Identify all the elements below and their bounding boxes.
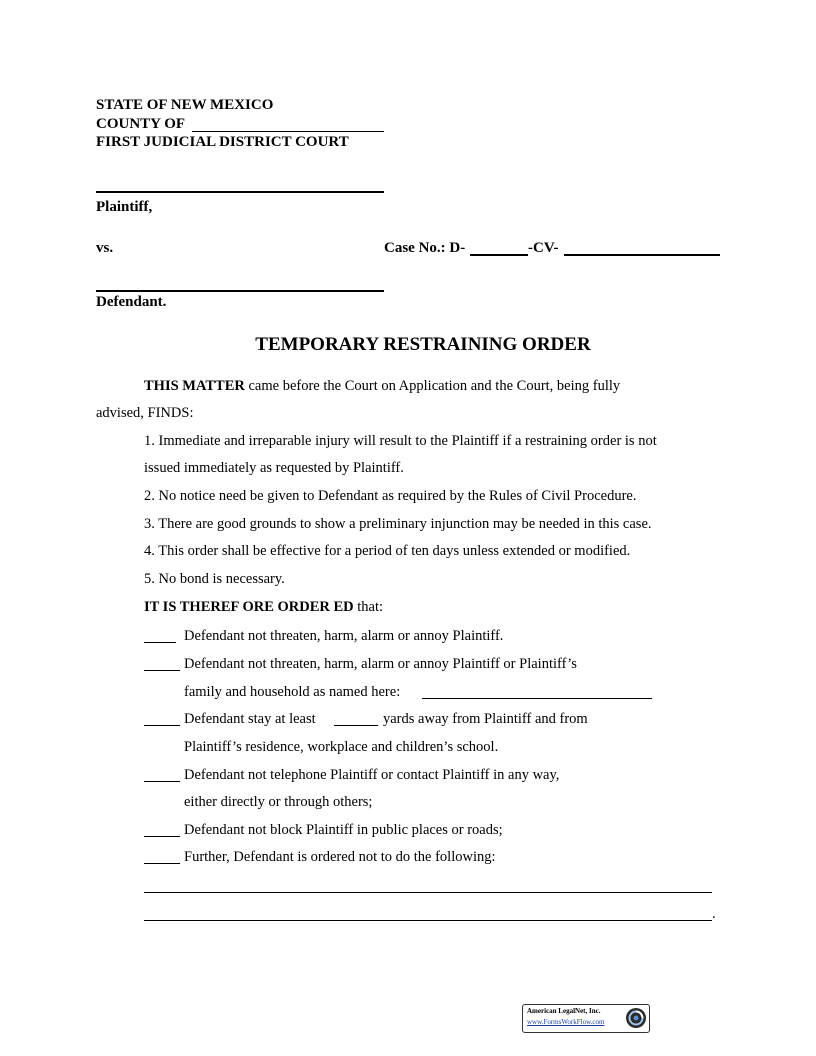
further-orders-line-1[interactable] <box>144 892 712 893</box>
finding-2: 2. No notice need be given to Defendant as required by the Rules of Civil Procedure. <box>144 488 637 504</box>
order-3-line-2: Plaintiff’s residence, workplace and children’s school. <box>184 739 499 755</box>
ordered-rest: that: <box>353 599 384 615</box>
case-no-label: Case No.: D- <box>384 240 466 256</box>
vs-label: vs. <box>96 240 114 256</box>
formsworkflow-logo[interactable] <box>522 1004 650 1033</box>
ordered-heading <box>144 599 383 616</box>
logo-url[interactable]: www.FormsWorkFlow.com <box>527 1018 605 1026</box>
end-period: . <box>712 906 716 922</box>
case-cv-label: -CV- <box>528 240 559 256</box>
order-2-check-blank[interactable] <box>144 670 180 671</box>
finding-5: 5. No bond is necessary. <box>144 571 285 587</box>
intro-line-1 <box>144 378 620 395</box>
further-orders-line-2[interactable] <box>144 920 712 921</box>
order-5: Defendant not block Plaintiff in public places or roads; <box>184 822 503 838</box>
order-4-line-1: Defendant not telephone Plaintiff or contact Plaintiff in any way, <box>184 767 560 783</box>
document-title: TEMPORARY RESTRAINING ORDER <box>255 334 591 355</box>
county-label: COUNTY OF <box>96 116 186 132</box>
order-6-check-blank[interactable] <box>144 863 180 864</box>
finding-1-line-2: issued immediately as requested by Plaintiff. <box>144 460 404 476</box>
order-6: Further, Defendant is ordered not to do the following: <box>184 849 496 865</box>
order-4-check-blank[interactable] <box>144 781 180 782</box>
finding-1-line-1: 1. Immediate and irreparable injury will result to the Plaintiff if a restraining order is not <box>144 433 657 449</box>
defendant-label: Defendant. <box>96 294 167 310</box>
order-2-line-1: Defendant not threaten, harm, alarm or annoy Plaintiff or Plaintiff’s <box>184 656 577 672</box>
order-1-check-blank[interactable] <box>144 642 176 643</box>
intro-line-1-rest: came before the Court on Application and the Court, being fully <box>244 378 621 394</box>
case-no-d-blank[interactable] <box>470 254 528 256</box>
county-blank-line[interactable] <box>192 131 384 132</box>
order-1: Defendant not threaten, harm, alarm or annoy Plaintiff. <box>184 628 504 644</box>
case-no-cv-blank[interactable] <box>564 254 720 256</box>
yards-distance-blank[interactable] <box>334 725 378 726</box>
state-name: STATE OF NEW MEXICO <box>96 97 274 113</box>
plaintiff-blank-line[interactable] <box>96 191 384 193</box>
intro-line-2: advised, FINDS: <box>96 405 194 421</box>
finding-4: 4. This order shall be effective for a period of ten days unless extended or modified. <box>144 543 631 559</box>
plaintiff-label: Plaintiff, <box>96 199 153 215</box>
order-2-line-2: family and household as named here: <box>184 684 401 700</box>
globe-icon <box>625 1007 647 1029</box>
order-3-post: yards away from Plaintiff and from <box>383 711 588 727</box>
order-5-check-blank[interactable] <box>144 836 180 837</box>
order-4-line-2: either directly or through others; <box>184 794 373 810</box>
ordered-lead: IT IS THEREF ORE ORDER ED <box>144 599 354 615</box>
intro-lead: THIS MATTER <box>144 378 245 394</box>
finding-3: 3. There are good grounds to show a preliminary injunction may be needed in this case. <box>144 516 652 532</box>
household-names-blank[interactable] <box>422 698 652 699</box>
defendant-blank-line[interactable] <box>96 290 384 292</box>
court-name: FIRST JUDICIAL DISTRICT COURT <box>96 134 349 150</box>
order-3-check-blank[interactable] <box>144 725 180 726</box>
order-3-pre: Defendant stay at least <box>184 711 316 727</box>
logo-company-name: American LegalNet, Inc. <box>527 1007 601 1015</box>
